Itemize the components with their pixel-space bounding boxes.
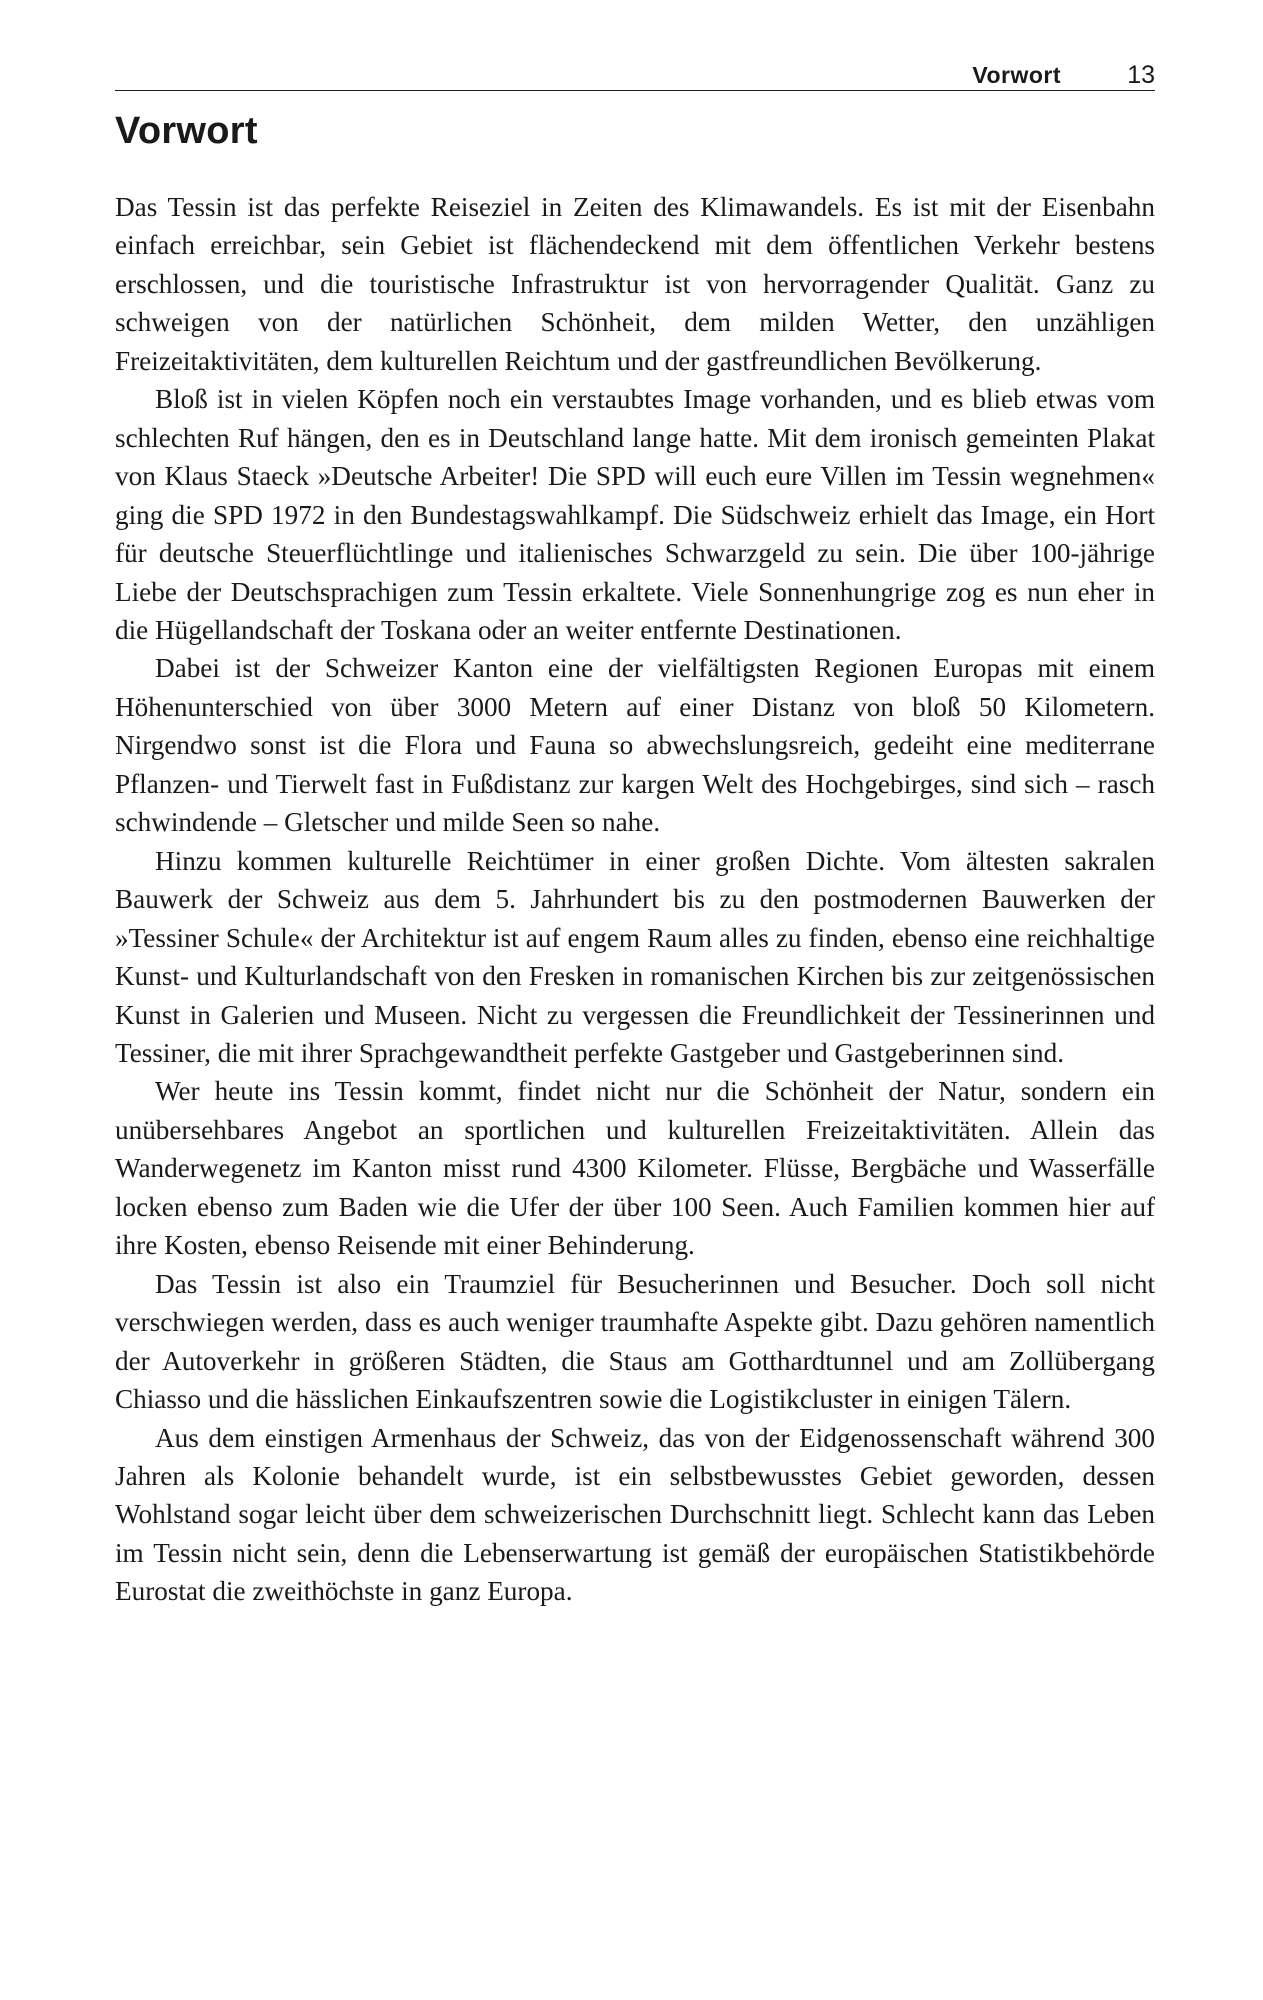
chapter-title: Vorwort (115, 110, 258, 152)
paragraph: Das Tessin ist also ein Traumziel für Besucherinnen und Besucher. Doch soll nicht verschwiegen werden, dass es auch weniger traumhafte Aspekte gibt. Dazu gehören namentlich der Autoverkehr in größeren Städten, die Staus am Gotthardtunnel und am Zollübergang Chiasso und die hässlichen Einkaufszentren sowie die Logistikcluster in einigen Tälern. (115, 1268, 1155, 1415)
paragraph: Wer heute ins Tessin kommt, findet nicht nur die Schönheit der Natur, sondern ein unübersehbares Angebot an sportlichen und kulturellen Freizeitaktivitäten. Allein das Wanderwegenetz im Kanton misst rund 4300 Kilometer. Flüsse, Bergbäche und Wasserfälle locken ebenso zum Baden wie die Ufer der über 100 Seen. Auch Familien kommen hier auf ihre Kosten, ebenso Reisende mit einer Behinderung. (115, 1076, 1155, 1261)
body-text (115, 188, 1155, 1611)
paragraph: Hinzu kommen kulturelle Reichtümer in einer großen Dichte. Vom ältesten sakralen Bauwerk der Schweiz aus dem 5. Jahrhundert bis zu den postmodernen Bauwerken der »Tessiner Schule« der Architektur ist auf engem Raum alles zu finden, ebenso eine reichhaltige Kunst- und Kulturlandschaft von den Fresken in romanischen Kirchen bis zur zeitgenössischen Kunst in Galerien und Museen. Nicht zu vergessen die Freundlichkeit der Tessinerinnen und Tessiner, die mit ihrer Sprachgewandtheit perfekte Gastgeber und Gastgeberinnen sind. (115, 845, 1155, 1068)
paragraph: Das Tessin ist das perfekte Reiseziel in Zeiten des Klimawandels. Es ist mit der Eisenbahn einfach erreichbar, sein Gebiet ist flächendeckend mit dem öffentlichen Verkehr bestens erschlossen, und die touristische Infrastruktur ist von hervorragender Qualität. Ganz zu schweigen von der natürlichen Schönheit, dem milden Wetter, den unzähligen Freizeitaktivitäten, dem kulturellen Reichtum und der gastfreundlichen Bevölkerung. (115, 192, 1155, 376)
paragraph: Aus dem einstigen Armenhaus der Schweiz, das von der Eidgenossenschaft während 300 Jahren als Kolonie behandelt wurde, ist ein selbstbewusstes Gebiet geworden, dessen Wohlstand sogar leicht über dem schweizerischen Durchschnitt liegt. Schlecht kann das Leben im Tessin nicht sein, denn die Lebenserwartung ist gemäß der europäischen Statistikbehörde Eurostat die zweithöchste in ganz Europa. (115, 1422, 1155, 1607)
page-number: 13 (1127, 61, 1155, 89)
paragraph: Bloß ist in vielen Köpfen noch ein verstaubtes Image vorhanden, und es blieb etwas vom schlechten Ruf hängen, den es in Deutschland lange hatte. Mit dem ironisch gemeinten Plakat von Klaus Staeck »Deutsche Arbeiter! Die SPD will euch eure Villen im Tessin wegnehmen« ging die SPD 1972 in den Bundestagswahlkampf. Die Südschweiz erhielt das Image, ein Hort für deutsche Steuerflüchtlinge und italienisches Schwarzgeld zu sein. Die über 100-jährige Liebe der Deutschsprachigen zum Tessin erkaltete. Viele Sonnenhungrige zog es nun eher in die Hügellandschaft der Toskana oder an weiter entfernte Destinationen. (115, 384, 1155, 645)
paragraph: Dabei ist der Schweizer Kanton eine der vielfältigsten Regionen Europas mit einem Höhenunterschied von über 3000 Metern auf einer Distanz von bloß 50 Kilometern. Nirgendwo sonst ist die Flora und Fauna so abwechslungsreich, gedeiht eine mediterrane Pflanzen- und Tierwelt fast in Fußdistanz zur kargen Welt des Hochgebirges, sind sich – rasch schwindende – Gletscher und milde Seen so nahe. (115, 653, 1155, 838)
running-header (115, 58, 1155, 91)
running-header-section-title: Vorwort (972, 62, 1061, 88)
